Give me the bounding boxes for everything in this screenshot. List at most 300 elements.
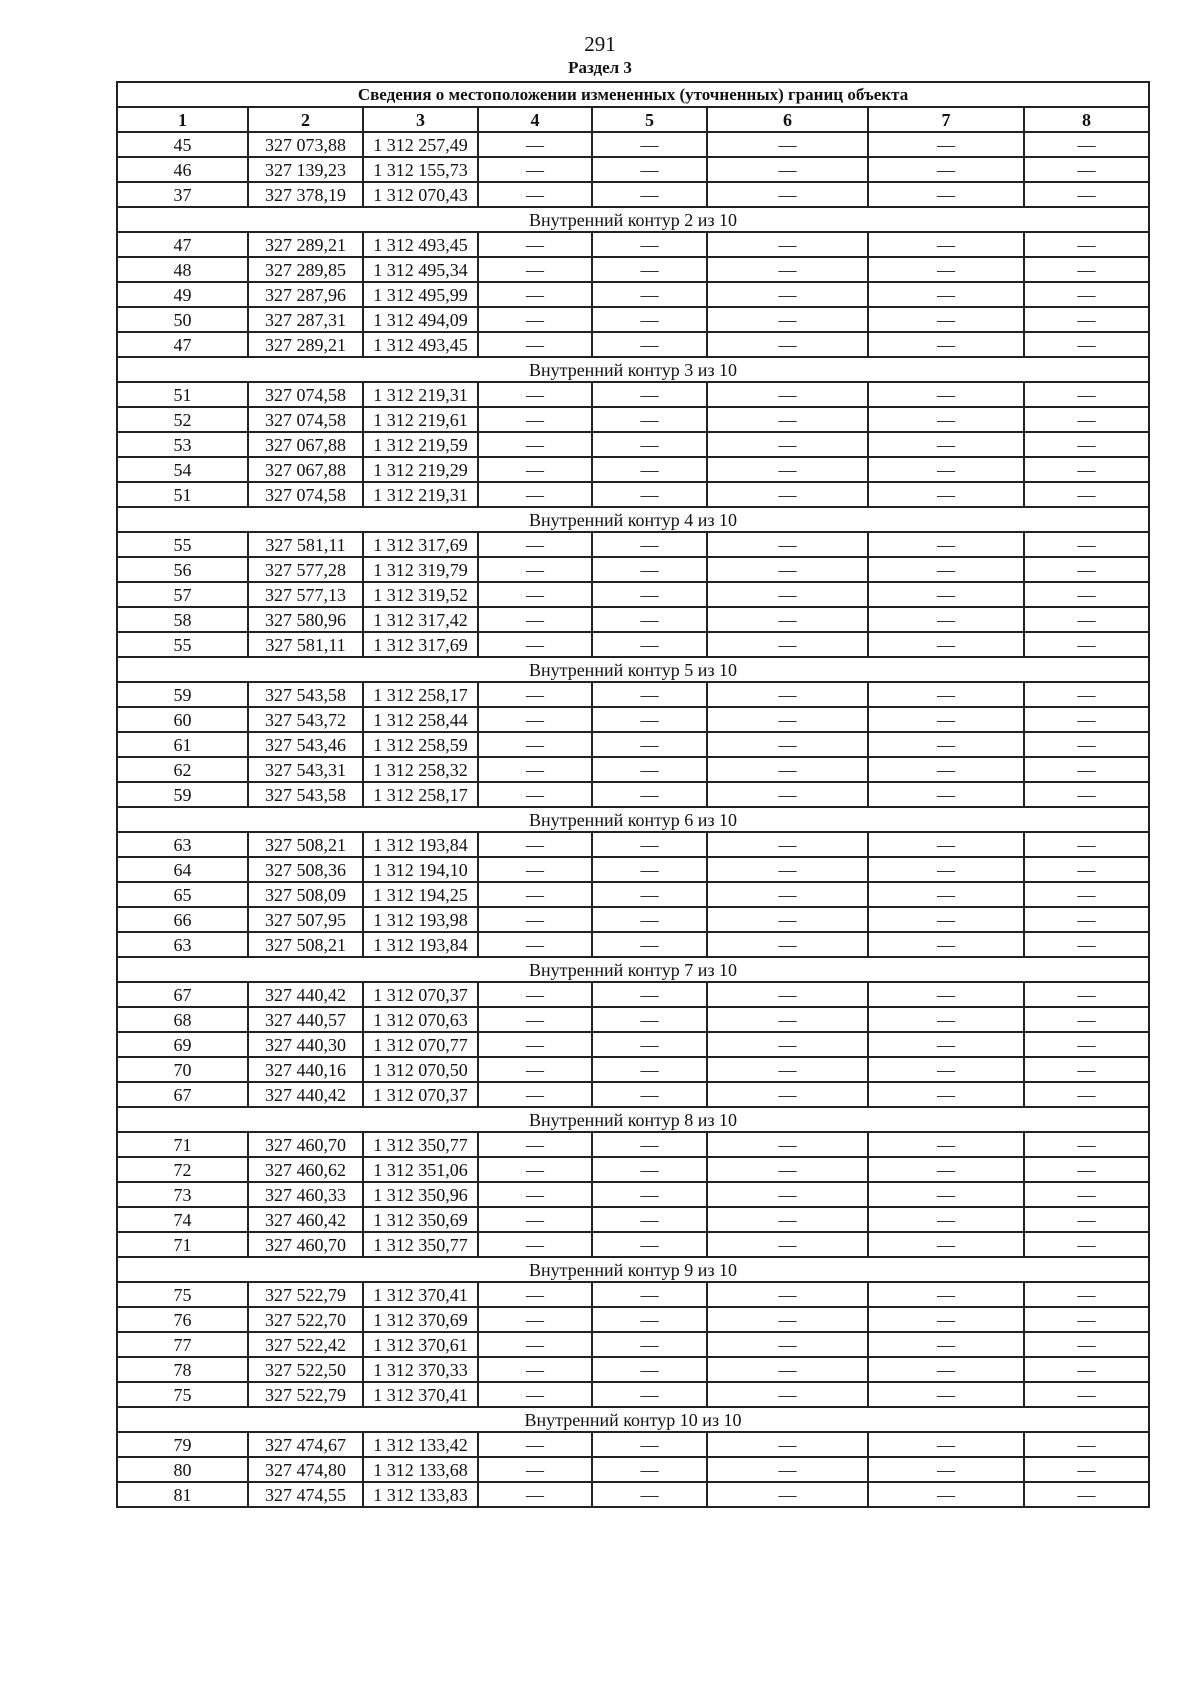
empty-cell: — (478, 1182, 592, 1207)
empty-cell: — (1024, 582, 1149, 607)
empty-cell: — (1024, 882, 1149, 907)
empty-cell: — (1024, 307, 1149, 332)
empty-cell: — (592, 307, 707, 332)
coordinate-y: 1 312 133,68 (363, 1457, 478, 1482)
coordinate-x: 327 440,42 (248, 982, 363, 1007)
empty-cell: — (868, 532, 1024, 557)
table-row (117, 632, 1149, 657)
coordinate-y: 1 312 495,99 (363, 282, 478, 307)
coordinate-y: 1 312 317,69 (363, 532, 478, 557)
contour-header-row (117, 1107, 1149, 1132)
empty-cell: — (868, 832, 1024, 857)
contour-header-row (117, 1407, 1149, 1432)
point-number: 52 (117, 407, 248, 432)
empty-cell: — (868, 307, 1024, 332)
coordinate-y: 1 312 070,50 (363, 1057, 478, 1082)
empty-cell: — (592, 157, 707, 182)
empty-cell: — (478, 1032, 592, 1057)
empty-cell: — (478, 732, 592, 757)
empty-cell: — (868, 1157, 1024, 1182)
empty-cell: — (1024, 1332, 1149, 1357)
empty-cell: — (707, 1182, 868, 1207)
empty-cell: — (1024, 857, 1149, 882)
empty-cell: — (1024, 682, 1149, 707)
empty-cell: — (707, 1332, 868, 1357)
coordinate-x: 327 522,50 (248, 1357, 363, 1382)
empty-cell: — (1024, 907, 1149, 932)
empty-cell: — (1024, 632, 1149, 657)
empty-cell: — (478, 1282, 592, 1307)
point-number: 75 (117, 1282, 248, 1307)
empty-cell: — (592, 882, 707, 907)
empty-cell: — (592, 182, 707, 207)
empty-cell: — (1024, 382, 1149, 407)
empty-cell: — (592, 1232, 707, 1257)
empty-cell: — (478, 1157, 592, 1182)
table-row (117, 1282, 1149, 1307)
empty-cell: — (1024, 1232, 1149, 1257)
empty-cell: — (868, 982, 1024, 1007)
empty-cell: — (478, 1057, 592, 1082)
empty-cell: — (868, 1132, 1024, 1157)
table-row (117, 982, 1149, 1007)
empty-cell: — (868, 632, 1024, 657)
coordinate-y: 1 312 219,31 (363, 382, 478, 407)
empty-cell: — (868, 457, 1024, 482)
table-row (117, 1432, 1149, 1457)
table-row (117, 532, 1149, 557)
column-header: 2 (248, 107, 363, 132)
empty-cell: — (868, 882, 1024, 907)
point-number: 75 (117, 1382, 248, 1407)
empty-cell: — (707, 1307, 868, 1332)
coordinates-table (116, 81, 1150, 1508)
empty-cell: — (1024, 332, 1149, 357)
coordinate-x: 327 440,42 (248, 1082, 363, 1107)
empty-cell: — (592, 632, 707, 657)
coordinate-x: 327 522,42 (248, 1332, 363, 1357)
empty-cell: — (592, 1307, 707, 1332)
empty-cell: — (592, 932, 707, 957)
empty-cell: — (592, 532, 707, 557)
empty-cell: — (478, 982, 592, 1007)
column-header: 8 (1024, 107, 1149, 132)
coordinate-x: 327 460,33 (248, 1182, 363, 1207)
empty-cell: — (592, 1082, 707, 1107)
empty-cell: — (707, 682, 868, 707)
table-row (117, 832, 1149, 857)
table-body (117, 132, 1149, 1507)
coordinate-y: 1 312 317,42 (363, 607, 478, 632)
empty-cell: — (868, 782, 1024, 807)
empty-cell: — (592, 1132, 707, 1157)
coordinate-x: 327 543,31 (248, 757, 363, 782)
empty-cell: — (478, 1457, 592, 1482)
empty-cell: — (592, 1457, 707, 1482)
empty-cell: — (868, 282, 1024, 307)
point-number: 56 (117, 557, 248, 582)
empty-cell: — (1024, 1432, 1149, 1457)
empty-cell: — (707, 1382, 868, 1407)
table-row (117, 1182, 1149, 1207)
point-number: 55 (117, 532, 248, 557)
empty-cell: — (1024, 1007, 1149, 1032)
coordinate-y: 1 312 133,42 (363, 1432, 478, 1457)
coordinate-x: 327 460,42 (248, 1207, 363, 1232)
table-row (117, 257, 1149, 282)
coordinate-x: 327 378,19 (248, 182, 363, 207)
empty-cell: — (868, 132, 1024, 157)
empty-cell: — (868, 1207, 1024, 1232)
empty-cell: — (707, 1432, 868, 1457)
table-row (117, 407, 1149, 432)
empty-cell: — (592, 457, 707, 482)
empty-cell: — (592, 1382, 707, 1407)
coordinate-y: 1 312 493,45 (363, 332, 478, 357)
empty-cell: — (707, 932, 868, 957)
empty-cell: — (868, 607, 1024, 632)
table-row (117, 1032, 1149, 1057)
empty-cell: — (592, 907, 707, 932)
coordinate-y: 1 312 350,69 (363, 1207, 478, 1232)
contour-label: Внутренний контур 5 из 10 (117, 657, 1149, 682)
coordinate-y: 1 312 070,77 (363, 1032, 478, 1057)
empty-cell: — (1024, 532, 1149, 557)
point-number: 80 (117, 1457, 248, 1482)
table-row (117, 1007, 1149, 1032)
coordinate-x: 327 508,21 (248, 932, 363, 957)
coordinate-x: 327 577,13 (248, 582, 363, 607)
empty-cell: — (707, 1232, 868, 1257)
empty-cell: — (1024, 732, 1149, 757)
contour-label: Внутренний контур 6 из 10 (117, 807, 1149, 832)
empty-cell: — (868, 407, 1024, 432)
empty-cell: — (707, 757, 868, 782)
empty-cell: — (707, 982, 868, 1007)
table-row (117, 1307, 1149, 1332)
coordinate-y: 1 312 258,32 (363, 757, 478, 782)
point-number: 69 (117, 1032, 248, 1057)
empty-cell: — (592, 1357, 707, 1382)
table-row (117, 682, 1149, 707)
contour-header-row (117, 207, 1149, 232)
point-number: 57 (117, 582, 248, 607)
empty-cell: — (707, 1457, 868, 1482)
point-number: 73 (117, 1182, 248, 1207)
coordinate-y: 1 312 370,33 (363, 1357, 478, 1382)
coordinate-y: 1 312 350,77 (363, 1132, 478, 1157)
empty-cell: — (868, 557, 1024, 582)
column-header: 5 (592, 107, 707, 132)
column-header: 1 (117, 107, 248, 132)
point-number: 58 (117, 607, 248, 632)
point-number: 78 (117, 1357, 248, 1382)
empty-cell: — (592, 1032, 707, 1057)
empty-cell: — (868, 1007, 1024, 1032)
point-number: 45 (117, 132, 248, 157)
empty-cell: — (478, 707, 592, 732)
empty-cell: — (478, 332, 592, 357)
coordinate-x: 327 508,21 (248, 832, 363, 857)
table-row (117, 332, 1149, 357)
coordinate-y: 1 312 193,84 (363, 832, 478, 857)
empty-cell: — (707, 1132, 868, 1157)
contour-label: Внутренний контур 8 из 10 (117, 1107, 1149, 1132)
empty-cell: — (707, 382, 868, 407)
empty-cell: — (707, 832, 868, 857)
empty-cell: — (1024, 1357, 1149, 1382)
empty-cell: — (868, 1082, 1024, 1107)
empty-cell: — (1024, 1457, 1149, 1482)
empty-cell: — (868, 682, 1024, 707)
empty-cell: — (707, 882, 868, 907)
point-number: 59 (117, 682, 248, 707)
point-number: 64 (117, 857, 248, 882)
empty-cell: — (478, 232, 592, 257)
empty-cell: — (868, 932, 1024, 957)
empty-cell: — (1024, 1307, 1149, 1332)
empty-cell: — (707, 1057, 868, 1082)
table-row (117, 1382, 1149, 1407)
contour-header-row (117, 657, 1149, 682)
coordinate-x: 327 287,31 (248, 307, 363, 332)
coordinate-x: 327 581,11 (248, 532, 363, 557)
empty-cell: — (478, 757, 592, 782)
table-caption: Сведения о местоположении измененных (уточненных) границ объекта (117, 82, 1149, 107)
empty-cell: — (707, 482, 868, 507)
empty-cell: — (1024, 832, 1149, 857)
empty-cell: — (592, 857, 707, 882)
table-row (117, 1482, 1149, 1507)
empty-cell: — (868, 907, 1024, 932)
empty-cell: — (592, 1282, 707, 1307)
table-row (117, 1232, 1149, 1257)
empty-cell: — (592, 757, 707, 782)
coordinate-y: 1 312 194,10 (363, 857, 478, 882)
empty-cell: — (707, 132, 868, 157)
empty-cell: — (592, 782, 707, 807)
point-number: 63 (117, 832, 248, 857)
point-number: 59 (117, 782, 248, 807)
empty-cell: — (1024, 1057, 1149, 1082)
empty-cell: — (868, 582, 1024, 607)
empty-cell: — (478, 407, 592, 432)
coordinate-x: 327 543,58 (248, 682, 363, 707)
table-row (117, 932, 1149, 957)
empty-cell: — (478, 532, 592, 557)
coordinate-y: 1 312 319,79 (363, 557, 478, 582)
coordinate-x: 327 289,21 (248, 232, 363, 257)
empty-cell: — (478, 1357, 592, 1382)
coordinate-x: 327 507,95 (248, 907, 363, 932)
point-number: 62 (117, 757, 248, 782)
coordinate-x: 327 580,96 (248, 607, 363, 632)
empty-cell: — (478, 607, 592, 632)
empty-cell: — (868, 1357, 1024, 1382)
coordinate-y: 1 312 258,44 (363, 707, 478, 732)
contour-label: Внутренний контур 7 из 10 (117, 957, 1149, 982)
point-number: 76 (117, 1307, 248, 1332)
coordinate-x: 327 289,85 (248, 257, 363, 282)
empty-cell: — (592, 682, 707, 707)
contour-label: Внутренний контур 4 из 10 (117, 507, 1149, 532)
point-number: 68 (117, 1007, 248, 1032)
point-number: 66 (117, 907, 248, 932)
empty-cell: — (1024, 1132, 1149, 1157)
empty-cell: — (478, 582, 592, 607)
empty-cell: — (1024, 482, 1149, 507)
empty-cell: — (478, 1382, 592, 1407)
empty-cell: — (478, 182, 592, 207)
point-number: 37 (117, 182, 248, 207)
empty-cell: — (1024, 457, 1149, 482)
empty-cell: — (707, 332, 868, 357)
empty-cell: — (868, 382, 1024, 407)
empty-cell: — (868, 432, 1024, 457)
coordinate-x: 327 289,21 (248, 332, 363, 357)
coordinate-y: 1 312 317,69 (363, 632, 478, 657)
empty-cell: — (868, 1382, 1024, 1407)
empty-cell: — (707, 707, 868, 732)
table-row (117, 732, 1149, 757)
coordinate-x: 327 139,23 (248, 157, 363, 182)
empty-cell: — (707, 1282, 868, 1307)
point-number: 51 (117, 382, 248, 407)
coordinate-x: 327 543,72 (248, 707, 363, 732)
coordinate-x: 327 074,58 (248, 382, 363, 407)
coordinate-y: 1 312 495,34 (363, 257, 478, 282)
coordinate-x: 327 577,28 (248, 557, 363, 582)
column-header: 4 (478, 107, 592, 132)
coordinate-y: 1 312 193,98 (363, 907, 478, 932)
empty-cell: — (868, 157, 1024, 182)
empty-cell: — (478, 1332, 592, 1357)
point-number: 55 (117, 632, 248, 657)
empty-cell: — (868, 182, 1024, 207)
coordinate-y: 1 312 258,17 (363, 682, 478, 707)
table-row (117, 1057, 1149, 1082)
table-row (117, 1157, 1149, 1182)
empty-cell: — (707, 732, 868, 757)
empty-cell: — (707, 1032, 868, 1057)
coordinate-y: 1 312 194,25 (363, 882, 478, 907)
empty-cell: — (1024, 407, 1149, 432)
coordinate-y: 1 312 070,37 (363, 982, 478, 1007)
empty-cell: — (592, 707, 707, 732)
table-row (117, 382, 1149, 407)
empty-cell: — (1024, 1182, 1149, 1207)
table-row (117, 857, 1149, 882)
empty-cell: — (478, 907, 592, 932)
empty-cell: — (1024, 232, 1149, 257)
empty-cell: — (592, 832, 707, 857)
empty-cell: — (478, 282, 592, 307)
coordinate-x: 327 508,09 (248, 882, 363, 907)
empty-cell: — (478, 132, 592, 157)
coordinate-y: 1 312 070,43 (363, 182, 478, 207)
empty-cell: — (592, 1157, 707, 1182)
coordinate-y: 1 312 219,59 (363, 432, 478, 457)
table-row (117, 1332, 1149, 1357)
empty-cell: — (478, 932, 592, 957)
point-number: 46 (117, 157, 248, 182)
empty-cell: — (592, 257, 707, 282)
coordinate-y: 1 312 219,29 (363, 457, 478, 482)
empty-cell: — (1024, 1032, 1149, 1057)
empty-cell: — (707, 782, 868, 807)
empty-cell: — (478, 1007, 592, 1032)
table-row (117, 232, 1149, 257)
point-number: 49 (117, 282, 248, 307)
table-row (117, 482, 1149, 507)
coordinate-y: 1 312 258,59 (363, 732, 478, 757)
page-number: 291 (584, 32, 616, 56)
empty-cell: — (478, 857, 592, 882)
point-number: 71 (117, 1132, 248, 1157)
table-row (117, 707, 1149, 732)
coordinate-y: 1 312 493,45 (363, 232, 478, 257)
table-row (117, 132, 1149, 157)
point-number: 67 (117, 982, 248, 1007)
table-row (117, 1457, 1149, 1482)
table-header-row (117, 107, 1149, 132)
empty-cell: — (1024, 257, 1149, 282)
contour-header-row (117, 507, 1149, 532)
empty-cell: — (592, 1332, 707, 1357)
empty-cell: — (1024, 757, 1149, 782)
table-row (117, 282, 1149, 307)
contour-header-row (117, 957, 1149, 982)
point-number: 72 (117, 1157, 248, 1182)
coordinate-x: 327 440,16 (248, 1057, 363, 1082)
point-number: 54 (117, 457, 248, 482)
table-row (117, 557, 1149, 582)
table-row (117, 1082, 1149, 1107)
empty-cell: — (868, 1307, 1024, 1332)
empty-cell: — (1024, 782, 1149, 807)
empty-cell: — (868, 1432, 1024, 1457)
empty-cell: — (1024, 707, 1149, 732)
empty-cell: — (707, 157, 868, 182)
empty-cell: — (868, 757, 1024, 782)
empty-cell: — (868, 332, 1024, 357)
coordinate-y: 1 312 219,61 (363, 407, 478, 432)
empty-cell: — (478, 157, 592, 182)
empty-cell: — (1024, 1282, 1149, 1307)
table-row (117, 757, 1149, 782)
empty-cell: — (707, 232, 868, 257)
contour-header-row (117, 807, 1149, 832)
point-number: 61 (117, 732, 248, 757)
empty-cell: — (478, 257, 592, 282)
coordinate-y: 1 312 258,17 (363, 782, 478, 807)
coordinate-x: 327 460,70 (248, 1232, 363, 1257)
coordinate-x: 327 440,30 (248, 1032, 363, 1057)
point-number: 81 (117, 1482, 248, 1507)
empty-cell: — (1024, 1157, 1149, 1182)
empty-cell: — (1024, 182, 1149, 207)
empty-cell: — (478, 1207, 592, 1232)
coordinate-y: 1 312 219,31 (363, 482, 478, 507)
empty-cell: — (592, 982, 707, 1007)
coordinate-y: 1 312 193,84 (363, 932, 478, 957)
coordinate-x: 327 073,88 (248, 132, 363, 157)
point-number: 67 (117, 1082, 248, 1107)
empty-cell: — (1024, 607, 1149, 632)
table-row (117, 782, 1149, 807)
empty-cell: — (868, 232, 1024, 257)
empty-cell: — (592, 1482, 707, 1507)
